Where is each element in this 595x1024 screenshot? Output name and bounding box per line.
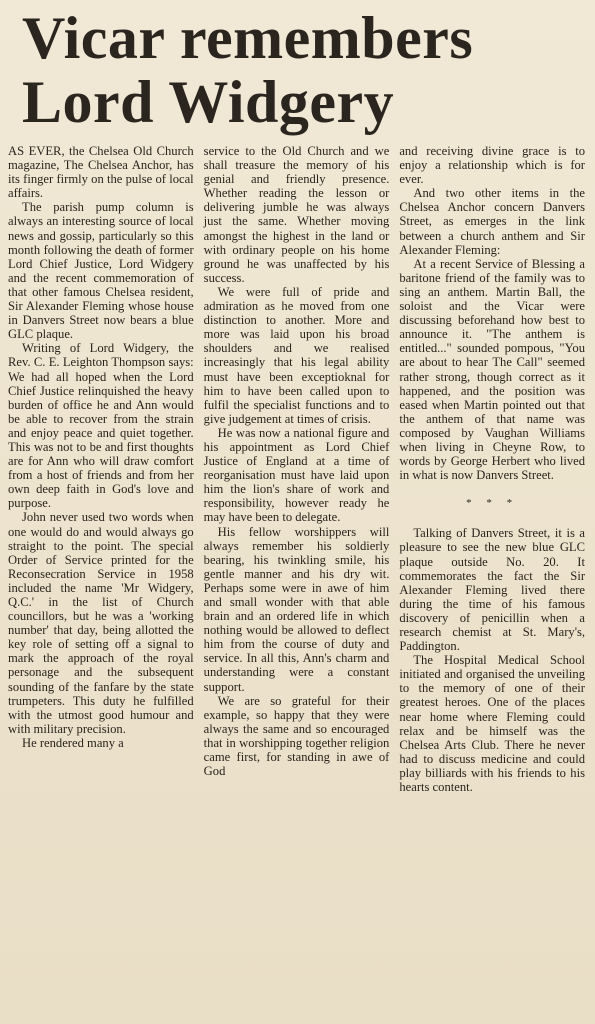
paragraph: And two other items in the Chelsea Anchor concern Danvers Street, as emerges in the link between a church anthem and Sir Alexander Fleming: xyxy=(399,186,586,257)
column-1 xyxy=(8,144,194,794)
paragraph: His fellow worshippers will always remember his soldierly bearing, his twinkling smile, his gentle manner and his dry wit. Perhaps some were in awe of him and small wonder with that able brain and an ordered life in which nothing would be allowed to deflect him from the course of duty and service. In all this, Ann's charm and understanding were a constant support. xyxy=(203,524,390,694)
column-3 xyxy=(399,144,585,794)
paragraph: service to the Old Church and we shall treasure the memory of his genial and friendly presence. Whether reading the lesson or delivering jumble he was always just the same. Whether moving amongst the highest in the land or with ordinary people on his home ground he was unaffected by his success. xyxy=(203,144,390,285)
headline-line-1: Vicar remembers xyxy=(22,5,474,71)
article-columns xyxy=(8,144,585,794)
paragraph: and receiving divine grace is to enjoy a relationship which is for ever. xyxy=(399,144,586,187)
paragraph: The parish pump column is always an interesting source of local news and gossip, particularly so this month following the death of former Lord Chief Justice, Lord Widgery and the recent commemoration of that other famous Chelsea resident, Sir Alexander Fleming whose house in Danvers Street now bears a blue GLC plaque. xyxy=(8,200,194,342)
paragraph: Talking of Danvers Street, it is a pleasure to see the new blue GLC plaque outside No. 20. It commemorates the fact the Sir Alexander Fleming lived there during the time of his famous discovery of penicillin when a research chemist at St. Mary's, Paddington. xyxy=(399,526,586,654)
section-separator: * * * xyxy=(466,497,519,510)
paragraph: We are so grateful for their example, so happy that they were always the same and so encouraged that in worshipping together religion came first, for standing in awe of God xyxy=(203,693,390,779)
paragraph: We were full of pride and admiration as he moved from one distinction to another. More and more was laid upon his broad shoulders and we realised increasingly that his legal ability must have been exceptioknal for him to have been called upon to fulfil the specialist functions and to give judgement at times of crisis. xyxy=(203,284,390,426)
headline-line-2: Lord Widgery xyxy=(22,69,395,135)
headline xyxy=(22,6,585,134)
paragraph: The Hospital Medical School initiated and organised the unveiling to the memory of one of their greatest heroes. One of the places near home where Fleming could relax and be himself was the Chelsea Arts Club. There he never had to discuss medicine and could play billiards with his friends to his hearts content. xyxy=(399,653,586,795)
paragraph: At a recent Service of Blessing a baritone friend of the family was to sing an anthem. Martin Ball, the soloist and the Vicar were discussing beforehand how best to announce it. "The anthem is entitled..." sounded pompous, "You are about to hear The Call" seemed rather strong, though correct as it happened, and the position was eased when Martin pointed out that the anthem of that name was composed by Vaughan Williams when living in Cheyne Row, to words by George Herbert who lived in what is now Danvers Street. xyxy=(399,256,586,483)
paragraph: John never used two words when one would do and would always go straight to the point. The special Order of Service printed for the Reconsecration Service in 1958 included the name 'Mr Widgery, Q.C.' in the list of Church councillors, but he was a 'working number' that day, being allotted the key role of setting off a signal to mark the approach of the royal personage and the subsequent sounding of the fanfare by the state trumpeters. This duty he fulfilled with the utmost good humour and with military precision. xyxy=(8,510,194,736)
paragraph: He was now a national figure and his appointment as Lord Chief Justice of England at a time of reorganisation must have laid upon him the lion's share of work and responsibility, however ready he may have been to delegate. xyxy=(203,425,390,525)
paragraph: He rendered many a xyxy=(22,735,124,750)
paragraph: Writing of Lord Widgery, the Rev. C. E. Leighton Thompson says: We had all hoped when the Lord Chief Justice relinquished the heavy burden of office he and Ann would be able to recover from the strain and enjoy peace and quiet together. This was not to be and first thoughts are for Ann who will draw comfort from a host of friends and from her own deep faith in God's love and purpose. xyxy=(8,341,194,511)
column-2 xyxy=(204,144,390,794)
paragraph: AS EVER, the Chelsea Old Church magazine, The Chelsea Anchor, has its finger firmly on the pulse of local affairs. xyxy=(8,144,194,201)
